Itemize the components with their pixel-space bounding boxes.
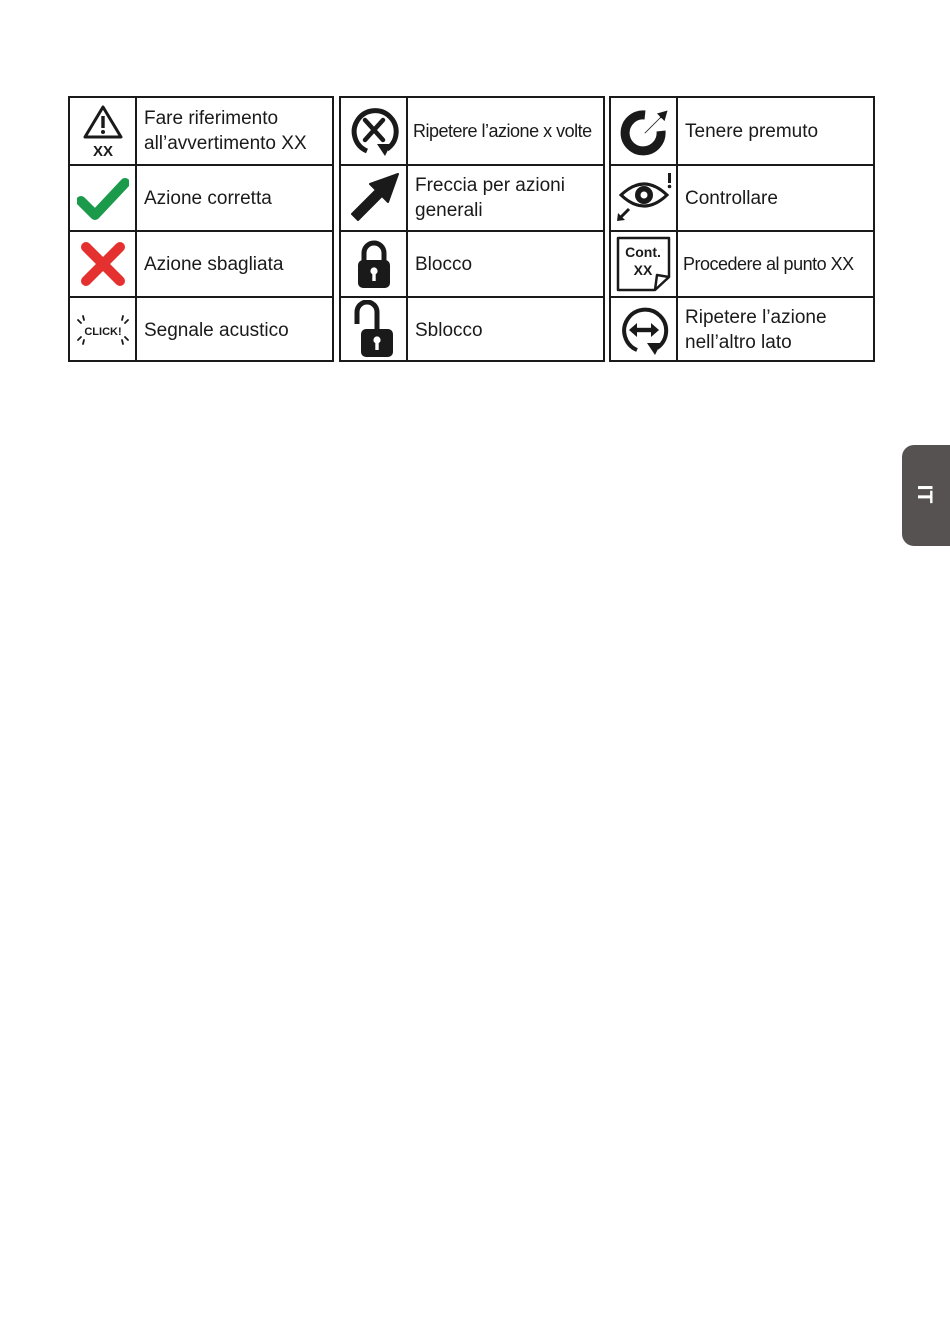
language-tab-label: IT: [913, 484, 936, 504]
svg-text:XX: XX: [633, 262, 652, 278]
legend-row: [70, 296, 332, 362]
svg-text:XX: XX: [92, 143, 113, 159]
svg-text:CLICK!: CLICK!: [83, 326, 122, 338]
checkmark-icon: [70, 166, 137, 230]
lock-icon: [341, 232, 408, 296]
legend-label: Procedere al punto XX: [683, 253, 854, 274]
continue-note-icon: [611, 232, 678, 296]
unlock-icon: [341, 298, 408, 362]
legend-label: Ripetere l’azione x volte: [413, 120, 592, 141]
legend-row: [341, 230, 603, 296]
legend-label: Segnale acustico: [144, 319, 289, 341]
legend-table-1: [68, 96, 334, 362]
legend-row: [70, 230, 332, 296]
legend-table-3: [609, 96, 875, 362]
legend-label: Azione corretta: [144, 187, 272, 209]
legend-label: Blocco: [415, 253, 473, 275]
language-tab: [902, 445, 950, 546]
legend-label: Sblocco: [415, 319, 483, 341]
press-hold-icon: [611, 98, 678, 164]
legend-label: Ripetere l’azione nell’altro lato: [685, 307, 827, 353]
legend-row: [611, 296, 873, 362]
legend-row: [341, 164, 603, 230]
legend-table-2: [339, 96, 605, 362]
legend-row: [611, 164, 873, 230]
legend-row: [70, 98, 332, 164]
legend-row: [70, 164, 332, 230]
arrow-icon: [341, 166, 408, 230]
other-side-icon: [611, 298, 678, 362]
legend-row: [341, 98, 603, 164]
legend-label: Azione sbagliata: [144, 253, 284, 275]
click-sound-icon: [70, 298, 137, 362]
svg-text:Cont.: Cont.: [624, 244, 661, 260]
legend-label: Controllare: [685, 187, 778, 209]
eye-check-icon: [611, 166, 678, 230]
repeat-x-icon: [341, 98, 408, 164]
legend-label: Fare riferimento all’avvertimento XX: [144, 108, 307, 154]
warning-xx-icon: [70, 98, 137, 164]
cross-icon: [70, 232, 137, 296]
legend-label: Tenere premuto: [685, 120, 819, 142]
legend-row: [341, 296, 603, 362]
legend-label: Freccia per azioni generali: [415, 175, 565, 221]
legend-row: [611, 98, 873, 164]
legend-row: [611, 230, 873, 296]
